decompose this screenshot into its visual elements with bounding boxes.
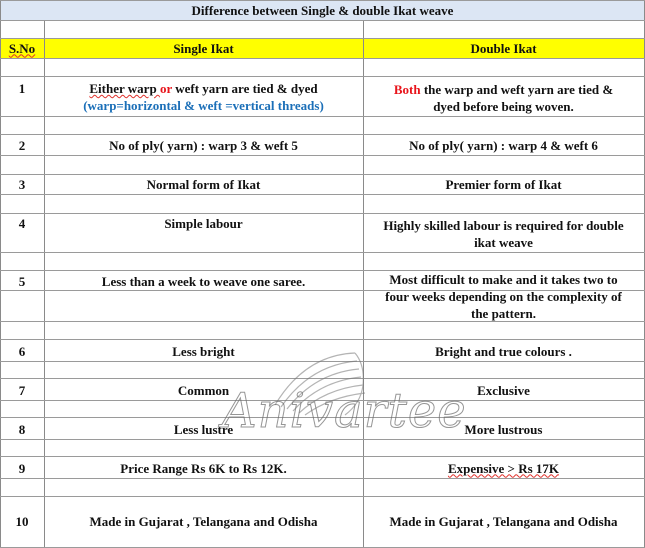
text-fragment: Simple labour xyxy=(164,216,243,231)
grid-line xyxy=(0,321,645,322)
row-1-double-line-2: dyed before being woven. xyxy=(433,99,574,114)
header-sno-label: S.No xyxy=(8,40,36,56)
row-number: 9 xyxy=(18,460,26,476)
grid-line xyxy=(0,134,645,135)
row-9-single: Price Range Rs 6K to Rs 12K. xyxy=(120,460,287,476)
row-5-double-line-2: four weeks depending on the complexity of xyxy=(385,288,622,304)
row-10-double: Made in Gujarat , Telangana and Odisha xyxy=(389,513,618,529)
row-5-double-line-1: Most difficult to make and it takes two to xyxy=(389,271,618,287)
row-number: 2 xyxy=(18,138,26,153)
row-4-double-line-2: ikat weave xyxy=(474,235,533,250)
row-1-double-line-1 xyxy=(394,81,613,98)
grid-line xyxy=(0,496,645,497)
row-6-double: Bright and true colours . xyxy=(435,343,572,359)
text-fragment: Expensive > Rs 17K xyxy=(447,460,560,476)
row-8-double: More lustrous xyxy=(464,421,543,437)
grid-line xyxy=(0,116,645,117)
header-sno xyxy=(0,38,44,58)
grid-line xyxy=(0,20,645,21)
row-5-double-line-3: the pattern. xyxy=(471,305,536,321)
grid-line xyxy=(0,456,645,457)
row-7-single: Common xyxy=(177,382,230,398)
grid-line xyxy=(0,478,645,479)
grid-line xyxy=(0,155,645,156)
header-double: Double Ikat xyxy=(470,40,537,56)
row-1-single xyxy=(44,78,363,116)
row-4-double xyxy=(363,216,644,252)
grid-line xyxy=(0,252,645,253)
row-8-single: Less lustre xyxy=(173,421,234,437)
row-number: 1 xyxy=(18,80,26,96)
row-number: 10 xyxy=(15,513,29,529)
grid-line xyxy=(0,439,645,440)
grid-line xyxy=(0,361,645,362)
row-7-double: Exclusive xyxy=(477,382,530,398)
text-fragment: the warp and weft yarn are tied & xyxy=(420,82,614,97)
row-number: 6 xyxy=(18,343,26,359)
grid-line xyxy=(0,194,645,195)
row-5-single: Less than a week to weave one saree. xyxy=(101,274,306,289)
row-number: 3 xyxy=(18,177,26,192)
text-fragment: Both xyxy=(393,82,421,97)
row-2-single: No of ply( yarn) : warp 3 & weft 5 xyxy=(109,138,298,153)
row-5-double xyxy=(363,271,644,321)
row-6-single: Less bright xyxy=(172,343,235,359)
grid-line xyxy=(0,378,645,379)
grid-line xyxy=(0,76,645,77)
row-10-single: Made in Gujarat , Telangana and Odisha xyxy=(89,513,318,529)
row-number: 5 xyxy=(18,274,26,289)
row-3-double: Premier form of Ikat xyxy=(445,177,562,192)
row-number: 8 xyxy=(18,421,26,437)
row-4-double-line-1: Highly skilled labour is required for double xyxy=(383,218,624,233)
row-9-double xyxy=(363,458,644,478)
header-single: Single Ikat xyxy=(173,40,234,56)
grid-line xyxy=(0,58,645,59)
row-1-single-line-1 xyxy=(89,80,317,97)
text-fragment: weft yarn are tied & dyed xyxy=(171,81,318,96)
table-title: Difference between Single & double Ikat weave xyxy=(191,2,454,18)
grid-line xyxy=(0,339,645,340)
row-1-single-line-2: (warp=horizontal & weft =vertical threads) xyxy=(83,98,324,113)
row-number: 7 xyxy=(18,382,26,398)
row-3-single: Normal form of Ikat xyxy=(146,177,261,192)
text-fragment: or xyxy=(159,81,172,96)
row-4-single xyxy=(44,214,363,233)
watermark-text: Anivartee xyxy=(222,383,467,439)
row-2-double: No of ply( yarn) : warp 4 & weft 6 xyxy=(409,138,598,153)
row-1-double xyxy=(363,80,644,116)
text-fragment: Either warp xyxy=(89,81,160,96)
row-number: 4 xyxy=(18,216,26,231)
